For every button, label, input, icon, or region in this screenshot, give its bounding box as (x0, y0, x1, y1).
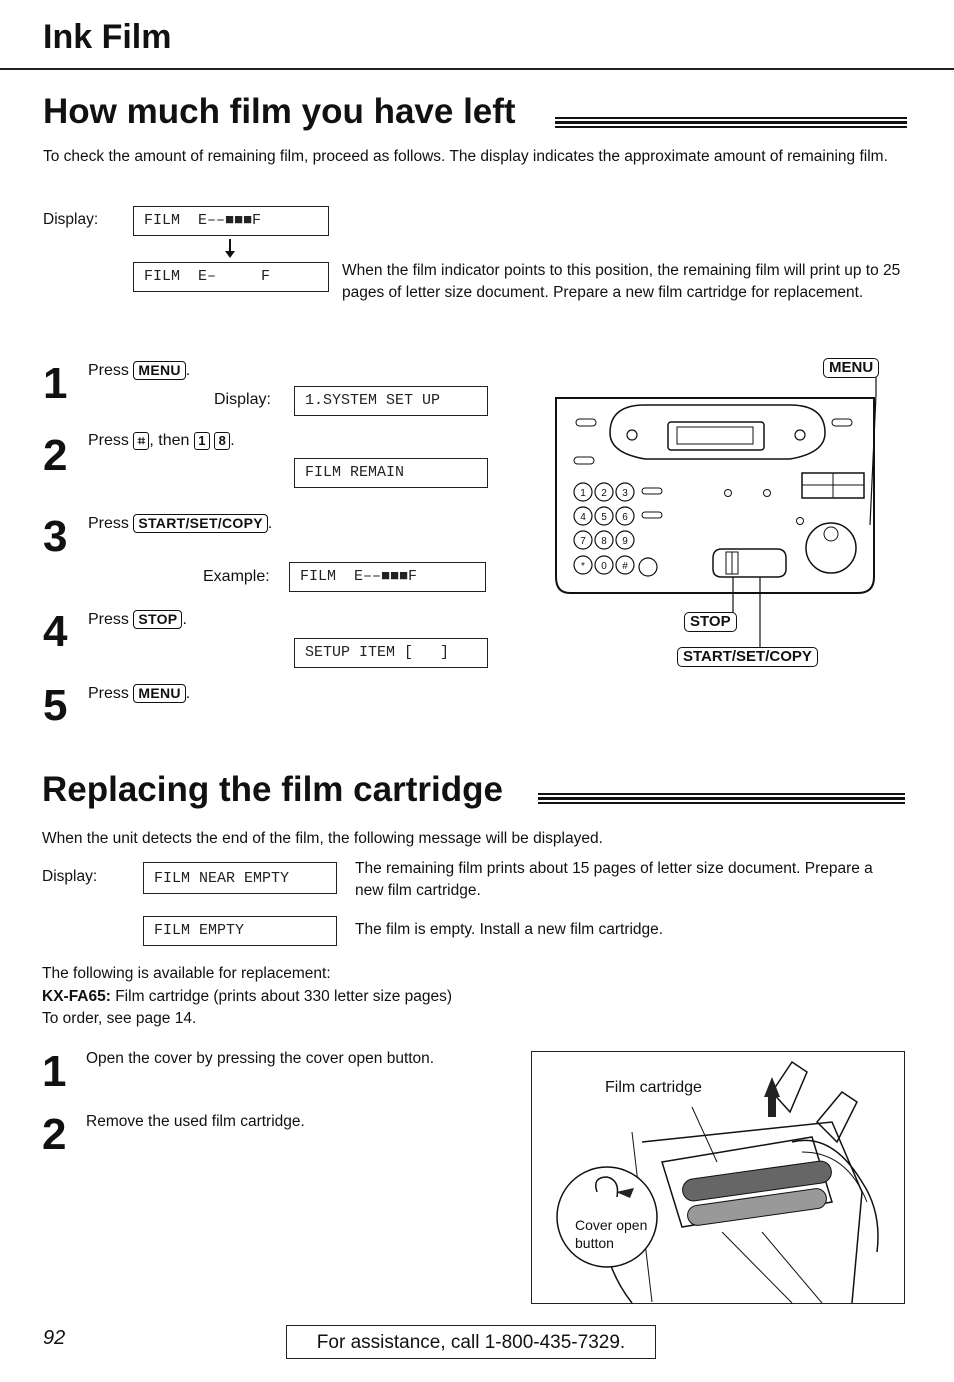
step-5-text: Press MENU . (88, 685, 191, 702)
step-2-text: Press ⌗ , then 1 8 . (88, 432, 235, 449)
order-text: To order, see page 14. (42, 1010, 197, 1027)
lcd-system-setup: 1.SYSTEM SET UP (294, 386, 488, 416)
svg-text:1: 1 (580, 488, 586, 499)
lcd-display-full: FILM E‒‒■■■F (133, 206, 329, 236)
display-label: Display: (42, 868, 98, 885)
lcd-near-empty: FILM NEAR EMPTY (143, 862, 337, 894)
example-label: Example: (203, 568, 270, 585)
eight-key: 8 (214, 432, 230, 450)
lcd-display-low: FILM E‒ F (133, 262, 329, 292)
hash-key: ⌗ (133, 432, 149, 450)
title-rule (538, 797, 905, 800)
svg-text:5: 5 (601, 512, 607, 523)
down-arrow-icon (224, 239, 236, 259)
display-label: Display: (43, 211, 99, 228)
lcd-film-remain: FILM REMAIN (294, 458, 488, 488)
svg-text:8: 8 (601, 536, 607, 547)
page-number: 92 (43, 1327, 66, 1349)
step-number: 2 (42, 1110, 67, 1159)
near-empty-note: The remaining film prints about 15 pages of letter size document. Prepare a new film cartridge. (355, 860, 873, 899)
diagram-stop-label: STOP (684, 612, 737, 632)
title-rule (555, 117, 907, 119)
fax-machine-drawing (532, 1052, 904, 1303)
availability-text: The following is available for replacement: (42, 965, 331, 982)
step-number: 3 (43, 512, 68, 561)
step-1-text: Press MENU . (88, 362, 191, 379)
svg-text:6: 6 (622, 512, 628, 523)
model-line: KX-FA65: Film cartridge (prints about 330 letter size pages) (42, 988, 453, 1005)
step-text: Remove the used film cartridge. (86, 1113, 305, 1130)
section-intro: To check the amount of remaining film, proceed as follows. The display indicates the approximate amount of remaining film. (43, 148, 888, 165)
svg-text:4: 4 (580, 512, 586, 523)
assistance-box: For assistance, call 1-800-435-7329. (286, 1325, 656, 1359)
film-cartridge-label: Film cartridge (605, 1079, 702, 1096)
section-intro: When the unit detects the end of the film, the following message will be displayed. (42, 830, 603, 847)
low-film-note: When the film indicator points to this position, the remaining film will print up to 25 pages of letter size document. Prepare a new film cartridge for replacement. (342, 262, 901, 301)
step-number: 1 (43, 359, 68, 408)
header-title: Ink Film (43, 18, 172, 56)
svg-text:9: 9 (622, 536, 628, 547)
start-set-copy-key: START/SET/COPY (133, 514, 268, 533)
lcd-setup-item: SETUP ITEM [ ] (294, 638, 488, 668)
svg-text:0: 0 (601, 561, 607, 572)
menu-key: MENU (133, 361, 185, 380)
svg-text:7: 7 (580, 536, 586, 547)
menu-key: MENU (133, 684, 185, 703)
title-rule (555, 126, 907, 128)
title-rule (538, 793, 905, 795)
title-rule (538, 802, 905, 804)
one-key: 1 (194, 432, 210, 450)
diagram-start-label: START/SET/COPY (677, 647, 818, 667)
step-text: Open the cover by pressing the cover open button. (86, 1050, 435, 1067)
step-number: 4 (43, 607, 68, 656)
svg-text:3: 3 (622, 488, 628, 499)
step-number: 2 (43, 431, 68, 480)
svg-text:2: 2 (601, 488, 607, 499)
header-rule (0, 68, 954, 70)
svg-text:*: * (581, 561, 585, 572)
section-title-film-left: How much film you have left (43, 92, 516, 131)
step-4-text: Press STOP . (88, 611, 187, 628)
step-number: 1 (42, 1047, 67, 1096)
title-rule (555, 121, 907, 124)
lcd-empty: FILM EMPTY (143, 916, 337, 946)
cartridge-illustration (531, 1051, 905, 1304)
svg-text:#: # (622, 561, 628, 572)
step-display-label: Display: (214, 391, 271, 408)
empty-note: The film is empty. Install a new film cartridge. (355, 921, 664, 938)
section-title-replacing: Replacing the film cartridge (42, 770, 503, 809)
diagram-menu-label: MENU (823, 358, 879, 378)
step-3-text: Press START/SET/COPY . (88, 515, 273, 532)
cover-open-label: Cover open button (575, 1217, 648, 1251)
step-number: 5 (43, 681, 68, 730)
model-number: KX-FA65: (42, 988, 111, 1005)
lcd-example: FILM E‒‒■■■F (289, 562, 486, 592)
stop-key: STOP (133, 610, 182, 629)
